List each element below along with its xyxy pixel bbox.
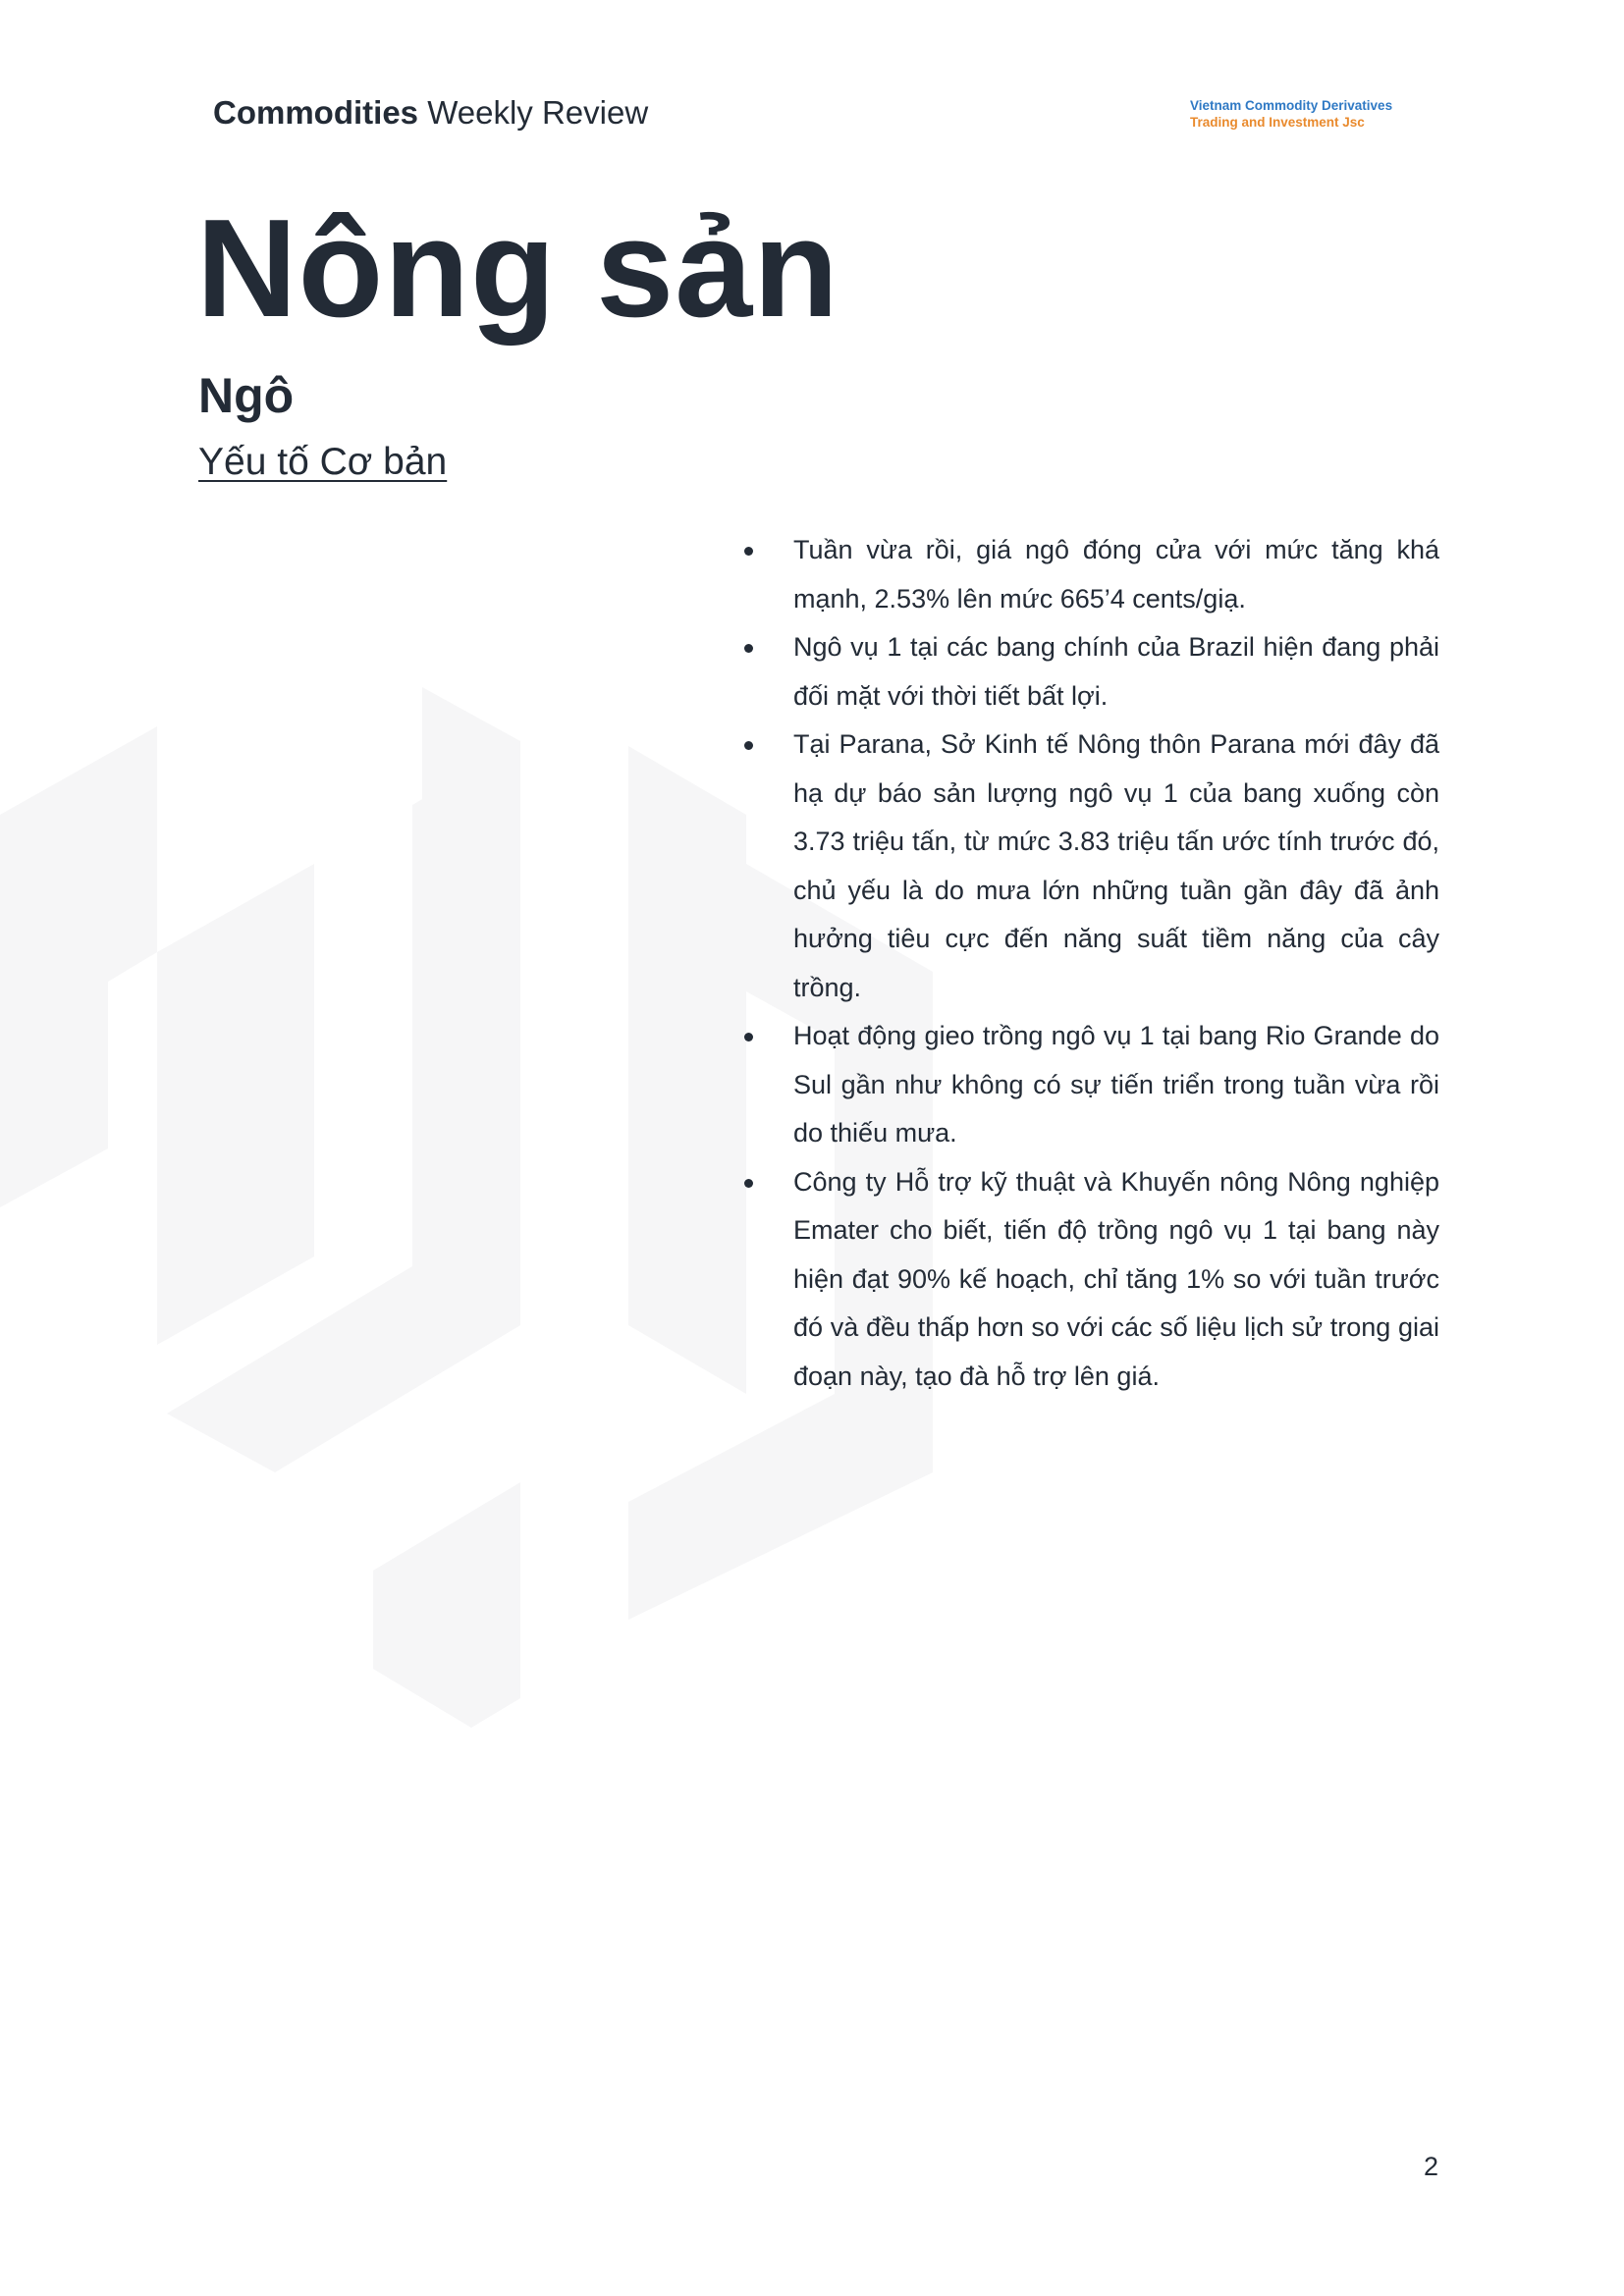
subsection-title: Yếu tố Cơ bản [198, 441, 448, 483]
bullet-dot-icon [744, 741, 753, 750]
section-title: Ngô [198, 368, 295, 423]
bullet-dot-icon [744, 547, 753, 556]
bullet-dot-icon [744, 644, 753, 653]
bullet-dot-icon [744, 1033, 753, 1041]
bullet-dot-icon [744, 1179, 753, 1188]
bullet-text: Tại Parana, Sở Kinh tế Nông thôn Parana mới đây đã hạ dự báo sản lượng ngô vụ 1 của bang xuống còn 3.73 triệu tấn, từ mức 3.83 triệu tấn ước tính trước đó, chủ yếu là do mưa lớn những tuần gần đây đã ảnh hưởng tiêu cực đến năng suất tiềm năng của cây trồng. [793, 729, 1439, 1002]
company-logo-line2: Trading and Investment Jsc [1190, 115, 1365, 130]
report-header-title [213, 94, 648, 132]
bullet-text: Ngô vụ 1 tại các bang chính của Brazil hiện đang phải đối mặt với thời tiết bất lợi. [793, 632, 1439, 711]
company-logo [1190, 97, 1392, 131]
bullet-text: Tuần vừa rồi, giá ngô đóng cửa với mức tăng khá mạnh, 2.53% lên mức 665’4 cents/giạ. [793, 535, 1439, 614]
company-logo-line1: Vietnam Commodity Derivatives [1190, 98, 1393, 113]
bullet-text: Hoạt động gieo trồng ngô vụ 1 tại bang Rio Grande do Sul gần như không có sự tiến triển trong tuần vừa rồi do thiếu mưa. [793, 1021, 1439, 1148]
report-header-title-rest: Weekly Review [427, 94, 649, 131]
report-header-title-strong: Commodities [213, 94, 419, 131]
bullet-item [744, 623, 1439, 721]
bullet-text: Công ty Hỗ trợ kỹ thuật và Khuyến nông Nông nghiệp Emater cho biết, tiến độ trồng ngô vụ 1 tại bang này hiện đạt 90% kế hoạch, chỉ tăng 1% so với tuần trước đó và đều thấp hơn so với các số liệu lịch sử trong giai đoạn này, tạo đà hỗ trợ lên giá. [793, 1166, 1439, 1391]
page-title: Nông sản [196, 190, 839, 347]
bullet-list [744, 526, 1439, 1401]
bullet-item [744, 526, 1439, 623]
page-number: 2 [1424, 2152, 1439, 2181]
bullet-item [744, 721, 1439, 1012]
bullet-item [744, 1012, 1439, 1158]
bullet-item [744, 1158, 1439, 1402]
